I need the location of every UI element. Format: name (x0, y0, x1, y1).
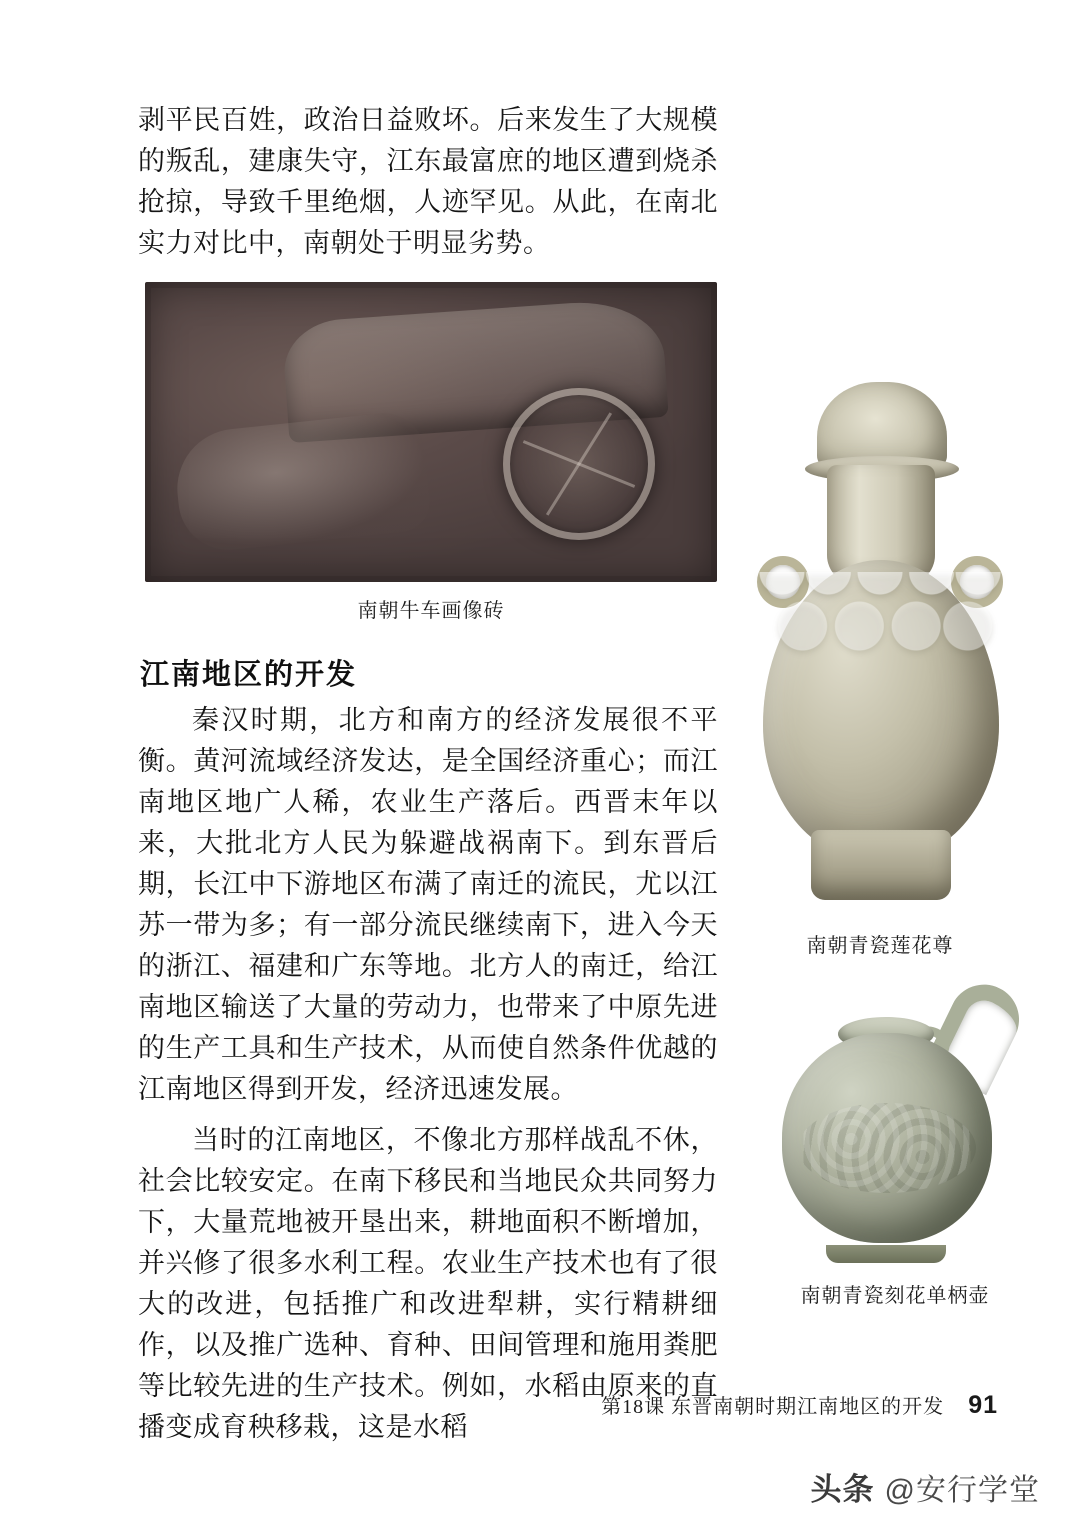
body-paragraph-1: 秦汉时期，北方和南方的经济发展很不平衡。黄河流域经济发达，是全国经济重心；而江南地区地广人稀，农业生产落后。西晋末年以来，大批北方人民为躲避战祸南下。到东晋后期，长江中下游地区布满了南迁的流民，尤以江苏一带为多；有一部分流民继续南下，进入今天的浙江、福建和广东等地。北方人的南迁，给江南地区输送了大量的劳动力，也带来了中原先进的生产工具和生产技术，从而使自然条件优越的江南地区得到开发，经济迅速发展。 (138, 705, 718, 1104)
vase-lid-shape (817, 382, 947, 474)
vase-handle-left-shape (757, 556, 809, 608)
pot-body-shape (782, 1033, 992, 1243)
brick-edge-shading (145, 282, 717, 582)
vase-foot-shape (811, 830, 951, 900)
page-number: 91 (968, 1391, 998, 1419)
figure-celadon-pot (760, 975, 1030, 1308)
section-heading: 江南地区的开发 (140, 659, 358, 691)
watermark (811, 1464, 1040, 1509)
pot-foot-shape (826, 1245, 946, 1263)
ox-cart-relief-brick-photo (145, 282, 717, 582)
figure-caption-brick: 南朝牛车画像砖 (357, 600, 505, 622)
vase-body-shape (763, 560, 999, 860)
figure-caption-vase: 南朝青瓷莲花尊 (806, 935, 954, 957)
toutiao-logo-icon: 头条 (810, 1472, 875, 1507)
body-paragraph-block (138, 700, 718, 1448)
celadon-lotus-zun-vase-photo (735, 360, 1025, 915)
figure-ox-cart-brick (145, 282, 717, 623)
top-paragraph: 剥平民百姓，政治日益败坏。后来发生了大规模的叛乱，建康失守，江东最富庶的地区遭到烧杀抢掠，导致千里绝烟，人迹罕见。从此，在南北实力对比中，南朝处于明显劣势。 (138, 105, 718, 258)
watermark-text: @安行学堂 (884, 1473, 1040, 1507)
footer-lesson-title: 第18课 东晋南朝时期江南地区的开发 (601, 1396, 945, 1418)
figure-caption-pot: 南朝青瓷刻花单柄壶 (800, 1285, 990, 1307)
page-footer (0, 1390, 1086, 1422)
top-paragraph-block (138, 100, 718, 264)
figure-celadon-vase (735, 360, 1025, 958)
celadon-carved-single-handle-pot-photo (760, 975, 1030, 1265)
body-paragraph-2: 当时的江南地区，不像北方那样战乱不休，社会比较安定。在南下移民和当地民众共同努力下，大量荒地被开垦出来，耕地面积不断增加，并兴修了很多水利工程。农业生产技术也有了很大的改进，包括推广和改进犁耕，实行精耕细作，以及推广选种、育种、田间管理和施用粪肥等比较先进的生产技术。例如，水稻由原来的直播变成育秧移栽，这是水稻 (138, 1125, 718, 1442)
